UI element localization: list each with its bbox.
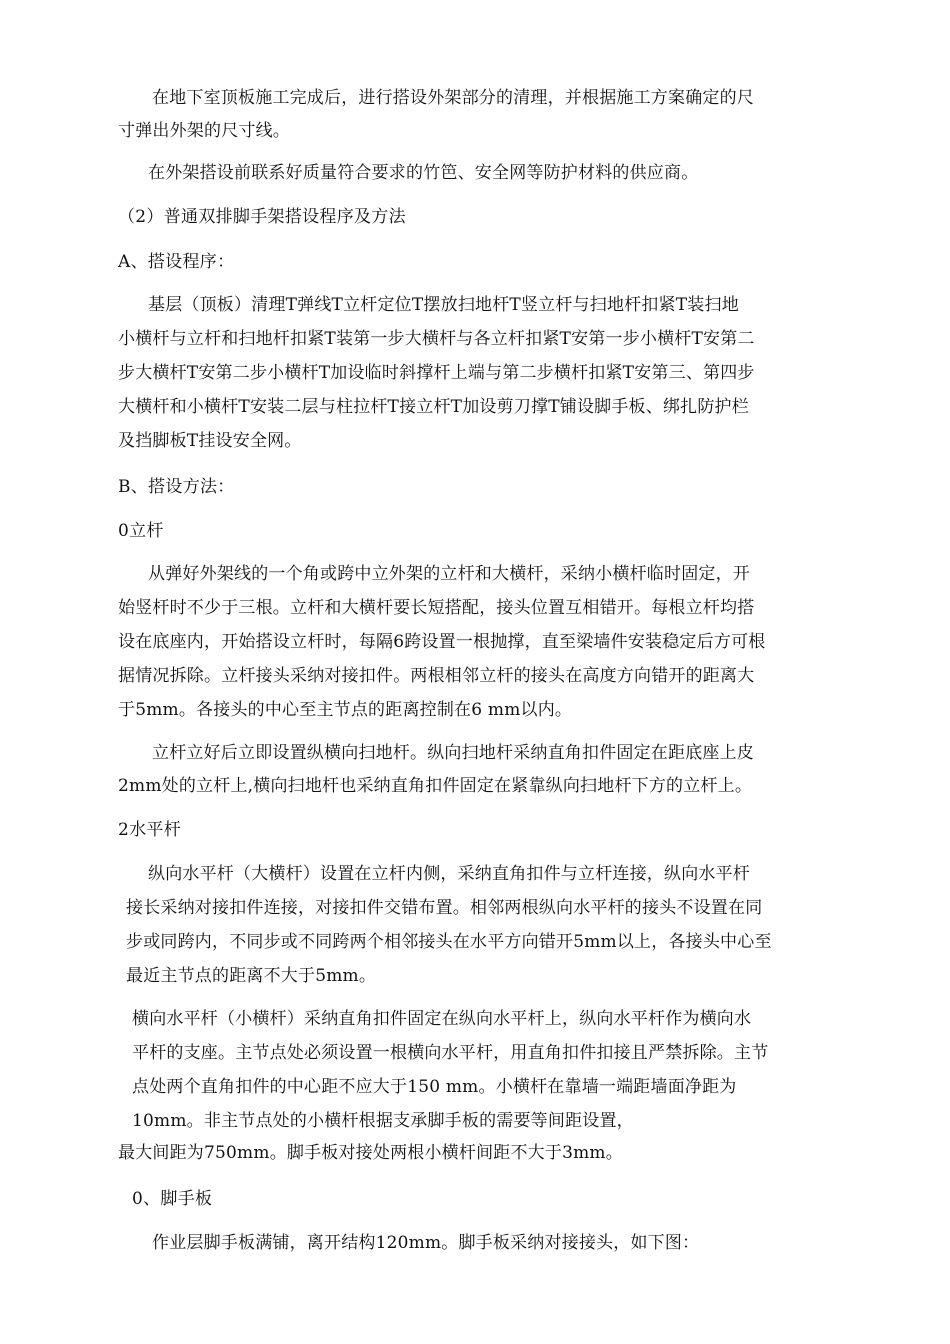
paragraph-line: 步大横杆T安第二步小横杆T加设临时斜撑杆上端与第二步横杆扣紧T安第三、第四步: [118, 363, 755, 383]
paragraph-line: 大横杆和小横杆T安装二层与柱拉杆T接立杆T加设剪刀撑T铺设脚手板、绑扎防护栏: [118, 397, 749, 417]
paragraph-line: 10mm。非主节点处的小横杆根据支承脚手板的需要等间距设置，: [132, 1111, 634, 1131]
paragraph-line: 小横杆与立杆和扫地杆扣紧T装第一步大横杆与各立杆扣紧T安第一步小横杆T安第二: [118, 329, 755, 349]
paragraph-line: 及挡脚板T挂设安全网。: [118, 431, 302, 451]
paragraph-line: 设在底座内，开始搭设立杆时，每隔6跨设置一根抛撑，直至梁墙件安装稳定后方可根: [118, 632, 766, 652]
paragraph-line: 横向水平杆（小横杆）采纳直角扣件固定在纵向水平杆上，纵向水平杆作为横向水: [132, 1009, 752, 1029]
paragraph-line: 始竖杆时不少于三根。立杆和大横杆要长短搭配，接头位置互相错开。每根立杆均搭: [118, 598, 755, 618]
section-heading: B、搭设方法：: [118, 477, 235, 497]
paragraph-line: 2mm处的立杆上,横向扫地杆也采纳直角扣件固定在紧靠纵向扫地杆下方的立杆上。: [118, 776, 753, 796]
section-heading: 0立杆: [118, 521, 164, 541]
paragraph-line: 接长采纳对接扣件连接，对接扣件交错布置。相邻两根纵向水平杆的接头不设置在同: [126, 898, 763, 918]
paragraph-line: 作业层脚手板满铺，离开结构120mm。脚手板采纳对接接头，如下图：: [152, 1233, 700, 1253]
paragraph-line: 于5mm。各接头的中心至主节点的距离控制在6 mm以内。: [118, 700, 573, 720]
paragraph-line: 基层（顶板）清理T弹线T立杆定位T摆放扫地杆T竖立杆与扫地杆扣紧T装扫地: [148, 295, 739, 315]
paragraph-line: 步或同跨内，不同步或不同跨两个相邻接头在水平方向错开5mm以上，各接头中心至: [126, 932, 772, 952]
section-heading: （2）普通双排脚手架搭设程序及方法: [118, 207, 406, 227]
paragraph-line: 纵向水平杆（大横杆）设置在立杆内侧，采纳直角扣件与立杆连接，纵向水平杆: [148, 864, 750, 884]
paragraph-line: 在地下室顶板施工完成后，进行搭设外架部分的清理，并根据施工方案确定的尺: [152, 88, 754, 108]
paragraph-line: 平杆的支座。主节点处必须设置一根横向水平杆，用直角扣件扣接且严禁拆除。主节: [132, 1043, 769, 1063]
paragraph-line: 点处两个直角扣件的中心距不应大于150 mm。小横杆在靠墙一端距墙面净距为: [132, 1077, 737, 1097]
section-heading: 2水平杆: [118, 820, 182, 840]
paragraph-line: 最大间距为750mm。脚手板对接处两根小横杆间距不大于3mm。: [118, 1143, 623, 1163]
paragraph-line: 立杆立好后立即设置纵横向扫地杆。纵向扫地杆采纳直角扣件固定在距底座上皮: [152, 743, 754, 763]
paragraph-line: 从弹好外架线的一个角或跨中立外架的立杆和大横杆，采纳小横杆临时固定，开: [148, 564, 750, 584]
paragraph-line: 在外架搭设前联系好质量符合要求的竹笆、安全网等防护材料的供应商。: [148, 163, 699, 183]
section-heading: A、搭设程序：: [118, 252, 235, 272]
paragraph-line: 最近主节点的距离不大于5mm。: [126, 966, 377, 986]
paragraph-line: 寸弹出外架的尺寸线。: [118, 121, 290, 141]
section-heading: 0、脚手板: [132, 1189, 213, 1209]
paragraph-line: 据情况拆除。立杆接头采纳对接扣件。两根相邻立杆的接头在高度方向错开的距离大: [118, 666, 755, 686]
